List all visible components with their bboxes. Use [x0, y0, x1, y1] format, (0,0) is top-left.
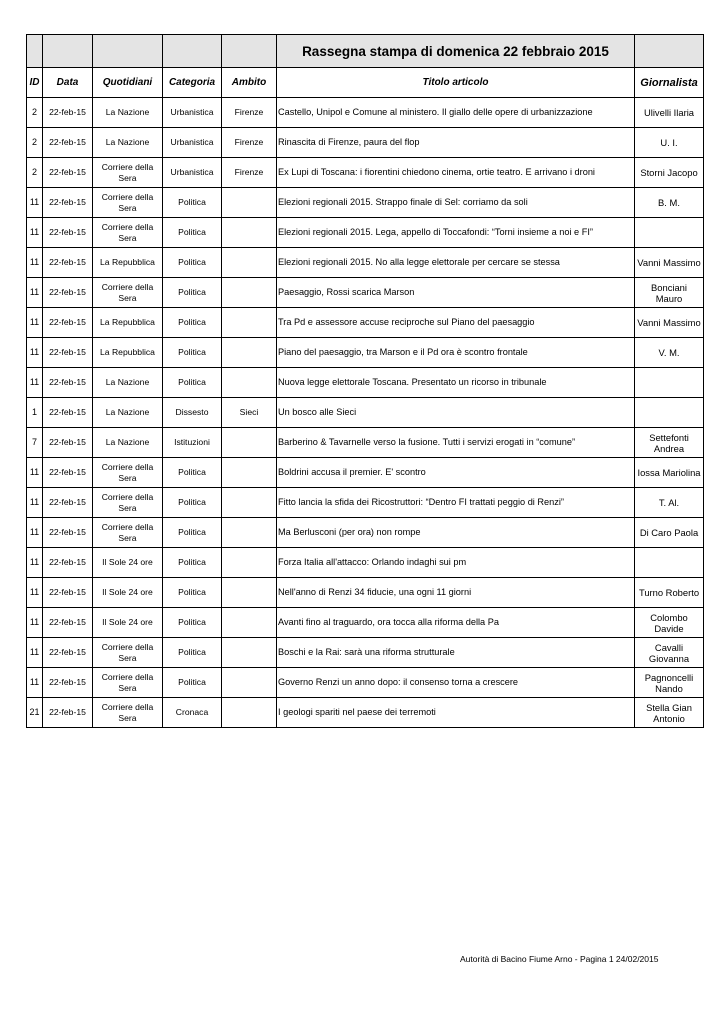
- table-row: [27, 578, 704, 608]
- cell-categoria: Cronaca: [163, 698, 222, 728]
- cell-titolo: Boschi e la Rai: sarà una riforma strutturale: [277, 638, 635, 668]
- cell-categoria: Politica: [163, 308, 222, 338]
- cell-data: 22-feb-15: [43, 158, 93, 188]
- cell-ambito: [222, 578, 277, 608]
- cell-data: 22-feb-15: [43, 128, 93, 158]
- cell-id: 11: [27, 518, 43, 548]
- cell-titolo: Paesaggio, Rossi scarica Marson: [277, 278, 635, 308]
- cell-categoria: Politica: [163, 248, 222, 278]
- cell-giornalista: Colombo Davide: [635, 608, 704, 638]
- cell-titolo: Rinascita di Firenze, paura del flop: [277, 128, 635, 158]
- cell-giornalista: [635, 548, 704, 578]
- cell-giornalista: B. M.: [635, 188, 704, 218]
- cell-quotidiano: Corriere della Sera: [93, 698, 163, 728]
- cell-data: 22-feb-15: [43, 548, 93, 578]
- cell-categoria: Politica: [163, 368, 222, 398]
- cell-giornalista: Vanni Massimo: [635, 308, 704, 338]
- cell-id: 11: [27, 248, 43, 278]
- cell-categoria: Politica: [163, 638, 222, 668]
- table-row: [27, 128, 704, 158]
- cell-quotidiano: La Repubblica: [93, 338, 163, 368]
- cell-categoria: Politica: [163, 608, 222, 638]
- table-row: [27, 668, 704, 698]
- cell-id: 11: [27, 638, 43, 668]
- cell-id: 2: [27, 158, 43, 188]
- cell-titolo: Nell'anno di Renzi 34 fiducie, una ogni 11 giorni: [277, 578, 635, 608]
- cell-categoria: Urbanistica: [163, 128, 222, 158]
- cell-titolo: Castello, Unipol e Comune al ministero. Il giallo delle opere di urbanizzazione: [277, 98, 635, 128]
- table-row: [27, 398, 704, 428]
- header-categoria: Categoria: [163, 68, 222, 98]
- cell-data: 22-feb-15: [43, 218, 93, 248]
- cell-ambito: [222, 668, 277, 698]
- cell-titolo: Piano del paesaggio, tra Marson e il Pd ora è scontro frontale: [277, 338, 635, 368]
- cell-ambito: [222, 608, 277, 638]
- cell-quotidiano: Corriere della Sera: [93, 638, 163, 668]
- cell-data: 22-feb-15: [43, 518, 93, 548]
- cell-categoria: Politica: [163, 188, 222, 218]
- cell-ambito: [222, 338, 277, 368]
- header-titolo: Titolo articolo: [277, 68, 635, 98]
- cell-ambito: Sieci: [222, 398, 277, 428]
- cell-categoria: Urbanistica: [163, 158, 222, 188]
- cell-giornalista: Storni Jacopo: [635, 158, 704, 188]
- cell-ambito: [222, 248, 277, 278]
- cell-data: 22-feb-15: [43, 488, 93, 518]
- cell-quotidiano: Corriere della Sera: [93, 278, 163, 308]
- cell-titolo: Elezioni regionali 2015. No alla legge elettorale per cercare se stessa: [277, 248, 635, 278]
- cell-quotidiano: Corriere della Sera: [93, 518, 163, 548]
- cell-data: 22-feb-15: [43, 248, 93, 278]
- table-row: [27, 278, 704, 308]
- cell-giornalista: Ulivelli Ilaria: [635, 98, 704, 128]
- cell-giornalista: Stella Gian Antonio: [635, 698, 704, 728]
- cell-quotidiano: Il Sole 24 ore: [93, 548, 163, 578]
- cell-ambito: [222, 218, 277, 248]
- cell-quotidiano: Corriere della Sera: [93, 668, 163, 698]
- cell-id: 11: [27, 368, 43, 398]
- cell-giornalista: Cavalli Giovanna: [635, 638, 704, 668]
- table-row: [27, 698, 704, 728]
- cell-giornalista: T. Al.: [635, 488, 704, 518]
- cell-data: 22-feb-15: [43, 398, 93, 428]
- cell-id: 11: [27, 188, 43, 218]
- cell-giornalista: Pagnoncelli Nando: [635, 668, 704, 698]
- cell-titolo: Boldrini accusa il premier. E' scontro: [277, 458, 635, 488]
- cell-data: 22-feb-15: [43, 578, 93, 608]
- table-row: [27, 608, 704, 638]
- table-row: [27, 98, 704, 128]
- cell-ambito: [222, 278, 277, 308]
- cell-ambito: [222, 188, 277, 218]
- table-row: [27, 308, 704, 338]
- cell-giornalista: Bonciani Mauro: [635, 278, 704, 308]
- header-data: Data: [43, 68, 93, 98]
- cell-giornalista: [635, 398, 704, 428]
- table-row: [27, 248, 704, 278]
- cell-data: 22-feb-15: [43, 638, 93, 668]
- cell-id: 11: [27, 608, 43, 638]
- cell-quotidiano: La Nazione: [93, 368, 163, 398]
- cell-id: 2: [27, 128, 43, 158]
- title-blank-cell: [27, 35, 43, 68]
- cell-titolo: Tra Pd e assessore accuse reciproche sul Piano del paesaggio: [277, 308, 635, 338]
- cell-quotidiano: Corriere della Sera: [93, 158, 163, 188]
- cell-data: 22-feb-15: [43, 428, 93, 458]
- cell-data: 22-feb-15: [43, 98, 93, 128]
- cell-data: 22-feb-15: [43, 368, 93, 398]
- table-row: [27, 488, 704, 518]
- title-row: [27, 35, 704, 68]
- cell-categoria: Urbanistica: [163, 98, 222, 128]
- header-row: [27, 68, 704, 98]
- press-review-table: [26, 34, 704, 728]
- title-blank-cell: [635, 35, 704, 68]
- cell-quotidiano: La Nazione: [93, 428, 163, 458]
- cell-giornalista: V. M.: [635, 338, 704, 368]
- table-row: [27, 188, 704, 218]
- cell-ambito: Firenze: [222, 98, 277, 128]
- cell-ambito: [222, 368, 277, 398]
- table-row: [27, 518, 704, 548]
- cell-titolo: Un bosco alle Sieci: [277, 398, 635, 428]
- cell-ambito: [222, 548, 277, 578]
- cell-ambito: Firenze: [222, 128, 277, 158]
- cell-giornalista: Settefonti Andrea: [635, 428, 704, 458]
- table-row: [27, 458, 704, 488]
- cell-ambito: Firenze: [222, 158, 277, 188]
- cell-titolo: Forza Italia all'attacco: Orlando indaghi sui pm: [277, 548, 635, 578]
- page-title: Rassegna stampa di domenica 22 febbraio 2015: [277, 35, 635, 68]
- cell-id: 11: [27, 548, 43, 578]
- cell-ambito: [222, 518, 277, 548]
- cell-data: 22-feb-15: [43, 278, 93, 308]
- header-ambito: Ambito: [222, 68, 277, 98]
- cell-giornalista: Vanni Massimo: [635, 248, 704, 278]
- cell-quotidiano: Il Sole 24 ore: [93, 578, 163, 608]
- cell-ambito: [222, 458, 277, 488]
- cell-categoria: Dissesto: [163, 398, 222, 428]
- cell-titolo: Elezioni regionali 2015. Lega, appello di Toccafondi: “Torni insieme a noi e FI”: [277, 218, 635, 248]
- cell-id: 1: [27, 398, 43, 428]
- cell-categoria: Politica: [163, 518, 222, 548]
- cell-quotidiano: La Nazione: [93, 128, 163, 158]
- cell-data: 22-feb-15: [43, 188, 93, 218]
- cell-titolo: Ma Berlusconi (per ora) non rompe: [277, 518, 635, 548]
- header-quotidiani: Quotidiani: [93, 68, 163, 98]
- cell-id: 11: [27, 458, 43, 488]
- cell-categoria: Politica: [163, 548, 222, 578]
- cell-data: 22-feb-15: [43, 608, 93, 638]
- cell-giornalista: [635, 218, 704, 248]
- cell-quotidiano: Corriere della Sera: [93, 488, 163, 518]
- cell-id: 11: [27, 488, 43, 518]
- cell-categoria: Politica: [163, 218, 222, 248]
- cell-ambito: [222, 698, 277, 728]
- table-row: [27, 368, 704, 398]
- title-blank-cell: [93, 35, 163, 68]
- cell-id: 2: [27, 98, 43, 128]
- cell-categoria: Politica: [163, 458, 222, 488]
- cell-data: 22-feb-15: [43, 668, 93, 698]
- cell-titolo: Governo Renzi un anno dopo: il consenso torna a crescere: [277, 668, 635, 698]
- cell-giornalista: U. I.: [635, 128, 704, 158]
- cell-id: 11: [27, 338, 43, 368]
- cell-titolo: Avanti fino al traguardo, ora tocca alla riforma della Pa: [277, 608, 635, 638]
- cell-categoria: Politica: [163, 578, 222, 608]
- cell-categoria: Politica: [163, 488, 222, 518]
- cell-data: 22-feb-15: [43, 458, 93, 488]
- cell-id: 11: [27, 308, 43, 338]
- cell-quotidiano: Corriere della Sera: [93, 218, 163, 248]
- cell-id: 11: [27, 578, 43, 608]
- table-row: [27, 428, 704, 458]
- cell-titolo: Elezioni regionali 2015. Strappo finale di Sel: corriamo da soli: [277, 188, 635, 218]
- cell-data: 22-feb-15: [43, 338, 93, 368]
- cell-data: 22-feb-15: [43, 308, 93, 338]
- cell-titolo: I geologi spariti nel paese dei terremoti: [277, 698, 635, 728]
- cell-ambito: [222, 308, 277, 338]
- cell-id: 21: [27, 698, 43, 728]
- table-row: [27, 218, 704, 248]
- cell-giornalista: Di Caro Paola: [635, 518, 704, 548]
- cell-quotidiano: La Nazione: [93, 398, 163, 428]
- cell-quotidiano: Corriere della Sera: [93, 458, 163, 488]
- table-row: [27, 338, 704, 368]
- cell-data: 22-feb-15: [43, 698, 93, 728]
- cell-ambito: [222, 638, 277, 668]
- table-row: [27, 548, 704, 578]
- header-giornalista: Giornalista: [635, 68, 704, 98]
- cell-titolo: Barberino & Tavarnelle verso la fusione. Tutti i servizi erogati in “comune”: [277, 428, 635, 458]
- cell-categoria: Politica: [163, 668, 222, 698]
- cell-categoria: Istituzioni: [163, 428, 222, 458]
- cell-ambito: [222, 428, 277, 458]
- cell-titolo: Fitto lancia la sfida dei Ricostruttori: “Dentro FI trattati peggio di Renzi”: [277, 488, 635, 518]
- cell-id: 7: [27, 428, 43, 458]
- header-id: ID: [27, 68, 43, 98]
- cell-id: 11: [27, 278, 43, 308]
- cell-quotidiano: La Repubblica: [93, 308, 163, 338]
- cell-titolo: Ex Lupi di Toscana: i fiorentini chiedono cinema, ortie teatro. E arrivano i droni: [277, 158, 635, 188]
- title-blank-cell: [163, 35, 222, 68]
- cell-id: 11: [27, 668, 43, 698]
- cell-ambito: [222, 488, 277, 518]
- table-row: [27, 638, 704, 668]
- cell-categoria: Politica: [163, 278, 222, 308]
- cell-giornalista: Iossa Mariolina: [635, 458, 704, 488]
- cell-giornalista: [635, 368, 704, 398]
- table-row: [27, 158, 704, 188]
- cell-id: 11: [27, 218, 43, 248]
- title-blank-cell: [222, 35, 277, 68]
- title-blank-cell: [43, 35, 93, 68]
- cell-quotidiano: La Nazione: [93, 98, 163, 128]
- page-footer: Autorità di Bacino Fiume Arno - Pagina 1 24/02/2015: [460, 954, 659, 964]
- cell-categoria: Politica: [163, 338, 222, 368]
- cell-quotidiano: Il Sole 24 ore: [93, 608, 163, 638]
- cell-giornalista: Turno Roberto: [635, 578, 704, 608]
- cell-quotidiano: Corriere della Sera: [93, 188, 163, 218]
- cell-titolo: Nuova legge elettorale Toscana. Presentato un ricorso in tribunale: [277, 368, 635, 398]
- cell-quotidiano: La Repubblica: [93, 248, 163, 278]
